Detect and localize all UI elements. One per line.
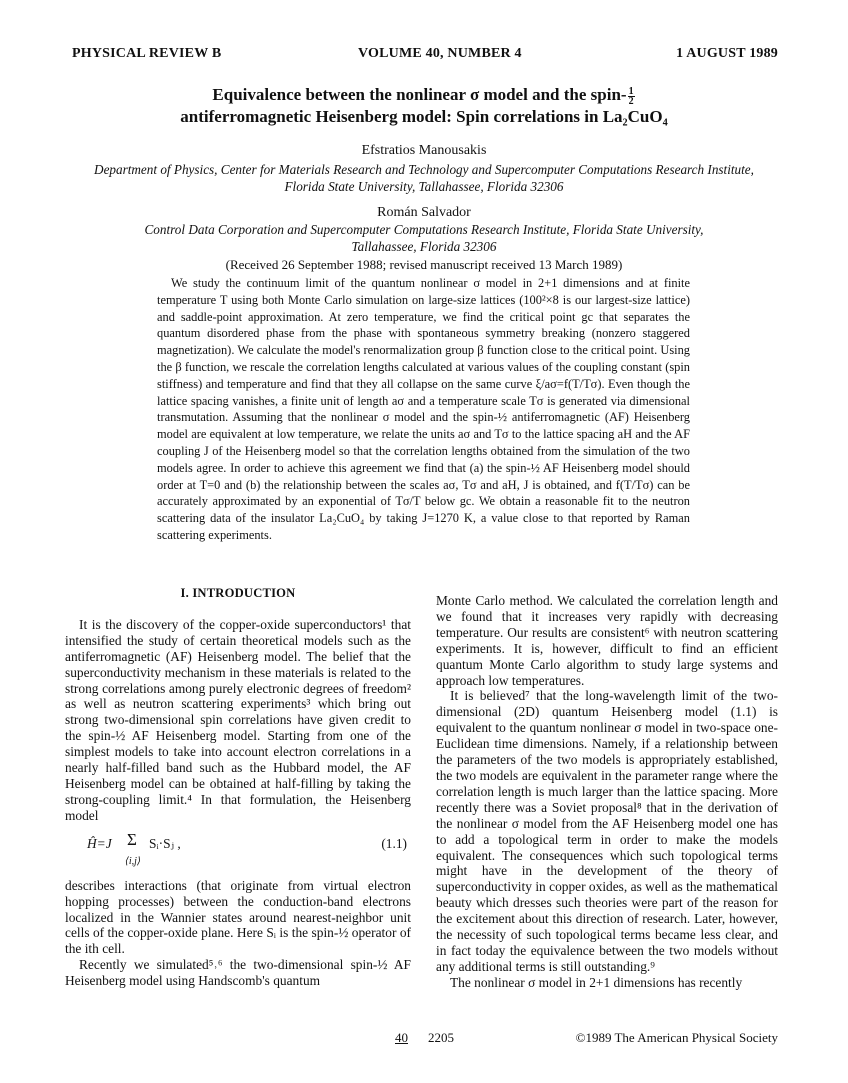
summation-index: ⟨i,j⟩ [125,855,141,867]
journal-name: PHYSICAL REVIEW B [72,46,222,61]
title-line-2: antiferromagnetic Heisenberg model: Spin correlations in La₂CuO₄ [180,107,668,126]
right-column [436,593,778,991]
abstract [157,275,690,544]
article-title [120,84,728,128]
paragraph: The nonlinear σ model in 2+1 dimensions has recently [450,974,743,990]
equation-number: (1.1) [381,835,407,851]
footer-page-number: 2205 [428,1030,454,1045]
fraction-numerator: 1 [628,85,634,97]
affiliation-line: Control Data Corporation and Supercomputer Computations Research Institute, Florida State University, [144,222,704,237]
author-name: Efstratios Manousakis [361,143,487,158]
running-header [72,46,778,66]
paragraph: It is the discovery of the copper-oxide superconductors¹ that intensified the study of certain theoretical models such as the antiferromagnetic (AF) Heisenberg model. The belief that the superconductivity mechanism in these materials is related to the strong correlations among purely electronic degrees of freedom² as well as neutron scattering experiments³ which bring out strong two-dimensional spin correlations have given credit to the spin-½ AF Heisenberg model. Starting from one of the simplest models to take into account electron correlations in a nearly half-filled band such as the Hubbard model, the AF Heisenberg model can be obtained at half-filling by taking the strong-coupling limit.⁴ In that formulation, the Heisenberg model [65,616,411,823]
volume-number: VOLUME 40, NUMBER 4 [358,46,522,61]
copyright-notice: ©1989 The American Physical Society [575,1030,778,1045]
abstract-text: We study the continuum limit of the quantum nonlinear σ model in 2+1 dimensions and at finite temperature T using both Monte Carlo simulation on large-size lattices (100²×8 is our largest-size lattice) and saddle-point approximation. At zero temperature, we find the critical point gc that separates the quantum disordered phase from the phase with spontaneous symmetry breaking (nonzero staggered magnetization). We calculate the model's renormalization group β function close to the critical point. Using the β function, we rescale the correlation lengths calculated at various values of the coupling constant (spin stiffness) and temperature and find that they all collapse on the same curve ξ/aσ=f(T/Tσ). Even though the lattice spacing vanishes, a finite unit of length aσ and a temperature scale Tσ is generated via dimensional transmutation. Assuming that the nonlinear σ model and the spin-½ antiferromagnetic (AF) Heisenberg model are equivalent at low temperature, we relate the units aσ and Tσ to the lattice spacing aH and the AF coupling J of the Heisenberg model so that the correlation lengths obtained from the simulation of the two models agree. In order to achieve this agreement we find that (a) the spin-½ AF Heisenberg model should order at T=0 and (b) the relationship between the scales aσ, Tσ and aH, J is obtained, and f(T/Tσ) can be accurately approximated by an exponential of Tσ/T below gc. We obtain a reasonable fit to the neutron scattering data of the insulator La₂CuO₄ by taking J=1270 K, a value close to that reported by Raman scattering experiments. [157,276,690,542]
affiliation-line: Florida State University, Tallahassee, Florida 32306 [284,178,564,194]
section-heading: I. INTRODUCTION [180,586,296,600]
fraction-one-half [628,87,635,106]
author-affiliation [80,222,768,255]
equation-1-1 [65,829,411,872]
footer-volume: 40 [395,1030,408,1045]
issue-date: 1 AUGUST 1989 [676,46,778,61]
affiliation-line: Tallahassee, Florida 32306 [351,238,497,254]
title-line-1-text: Equivalence between the nonlinear σ model and the spin- [212,85,627,104]
affiliation-line: Department of Physics, Center for Materials Research and Technology and Supercomputer Computations Research Institute, [94,162,754,177]
paragraph: describes interactions (that originate from virtual electron hopping processes) between the conduction-band electrons localized in the Wannier states around nearest-neighbor unit cells of the copper-oxide plane. Here Sᵢ is the spin-½ operator of the ith cell. [65,877,411,957]
author-name: Román Salvador [377,205,471,220]
equation-rhs: Sᵢ·Sⱼ , [149,835,181,851]
left-column [65,586,411,989]
equation-lhs: Ĥ=J [87,835,112,851]
paragraph: Monte Carlo method. We calculated the correlation length and we found that it increases very rapidly with decreasing temperature. Our results are consistent⁶ with neutron scattering experiments. It is, however, difficult to find an efficient quantum Monte Carlo algorithm to study large systems and approach low temperatures. [436,593,778,688]
summation-symbol: Σ [127,829,137,849]
received-dates: (Received 26 September 1988; revised manuscript received 13 March 1989) [225,257,623,272]
paragraph: It is believed⁷ that the long-wavelength limit of the two-dimensional (2D) quantum Heisenberg model (1.1) is equivalent to the quantum nonlinear σ model in two-space one-Euclidean time dimensions. Namely, if a relationship between the parameters of the two models is appropriately established, the two models are equivalent in the parameter range where the correlation length is much larger than the lattice spacing. More recently there was a Soviet proposal⁸ that in the derivation of the nonlinear σ model from the AF Heisenberg model one has to add a topological term in order to make the models equivalent. The consequences which such topological terms might have in the development of the theory of superconductivity in copper oxides, as well as the mathematical beauty which dresses such theories were part of the reason for the excitement about this direction of research. Later, however, the necessity of such topological terms became less clear, and in fact today the equivalence between the two models without any additional terms is still outstanding.⁹ [436,688,778,974]
author-affiliation [80,162,768,195]
title-line-1 [120,84,728,106]
paragraph: Recently we simulated⁵˒⁶ the two-dimensional spin-½ AF Heisenberg model using Handscomb's quantum [65,957,411,989]
fraction-denominator: 2 [628,95,634,107]
